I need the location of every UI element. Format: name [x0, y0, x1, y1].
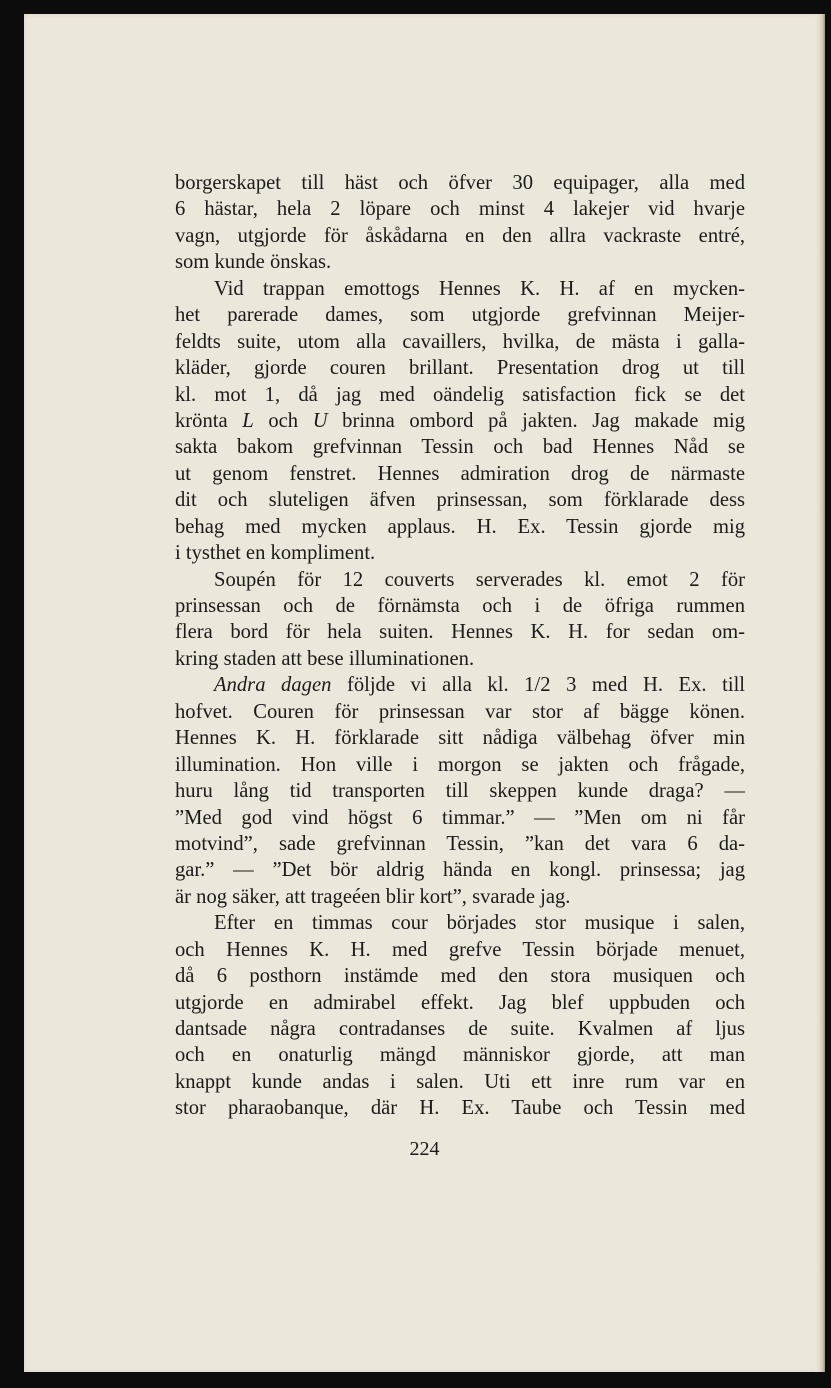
text-line: prinsessan och de förnämsta och i de öfriga rummen: [175, 595, 745, 617]
text-line: huru lång tid transporten till skeppen kunde draga? —: [175, 780, 745, 803]
text-line: kl. mot 1, då jag med oändelig satisfaction fick se det: [175, 383, 745, 406]
text-line: [175, 408, 745, 434]
text-line: är nog säker, att trageéen blir kort”, svarade jag.: [175, 885, 571, 908]
text-line: illumination. Hon ville i morgon se jakten och frågade,: [175, 753, 745, 776]
text-line: feldts suite, utom alla cavaillers, hvilka, de mästa i galla-: [175, 330, 745, 353]
text-line: hofvet. Couren för prinsessan var stor af bägge könen.: [175, 700, 745, 723]
text-line: dit och sluteligen äfven prinsessan, som förklarade dess: [175, 489, 745, 512]
text-line: flera bord för hela suiten. Hennes K. H. for sedan om-: [175, 621, 745, 644]
text-run: brinna ombord på jakten. Jag makade mig: [327, 409, 746, 432]
book-page: [24, 14, 825, 1372]
text-run: och: [253, 409, 313, 432]
page-edge: [815, 14, 825, 1372]
text-line: sakta bakom grefvinnan Tessin och bad Hennes Nåd se: [175, 436, 745, 459]
text-run: 3 med H. Ex. till: [550, 674, 746, 697]
text-line: gar.” — ”Det bör aldrig hända en kongl. prinsessa; jag: [175, 859, 745, 882]
text-line: kläder, gjorde couren brillant. Presentation drog ut till: [175, 357, 745, 380]
italic-text: U: [312, 409, 328, 432]
page-number: 224: [409, 1138, 440, 1160]
text-line: Hennes K. H. förklarade sitt nådiga välbehag öfver min: [175, 727, 745, 750]
text-line: som kunde önskas.: [175, 251, 332, 274]
text-line: het parerade dames, som utgjorde grefvinnan Meijer-: [175, 304, 745, 327]
text-line: behag med mycken applaus. H. Ex. Tessin gjorde mig: [175, 515, 745, 538]
text-line: motvind”, sade grefvinnan Tessin, ”kan det vara 6 da-: [175, 832, 745, 855]
text-line: och en onaturlig mängd människor gjorde, att man: [175, 1044, 745, 1067]
italic-text: L: [242, 409, 254, 432]
text-line: ut genom fenstret. Hennes admiration drog de närmaste: [175, 462, 745, 485]
body-text: [175, 170, 745, 1122]
text-line: då 6 posthorn instämde med den stora musiquen och: [175, 965, 745, 988]
text-line: kring staden att bese illuminationen.: [175, 647, 475, 670]
text-line: vagn, utgjorde för åskådarna en den allra vackraste entré,: [175, 224, 745, 247]
italic-text: Andra dagen: [214, 674, 332, 697]
text-run: krönta: [175, 409, 243, 432]
fraction: 1/2: [524, 674, 551, 697]
text-run: följde vi alla kl.: [331, 674, 525, 697]
text-line: [175, 672, 745, 698]
text-line: ”Med god vind högst 6 timmar.” — ”Men om ni får: [175, 806, 745, 829]
text-line: borgerskapet till häst och öfver 30 equipager, alla med: [175, 172, 745, 194]
text-line: Efter en timmas cour börjades stor musique i salen,: [214, 912, 745, 935]
text-line: knappt kunde andas i salen. Uti ett inre rum var en: [175, 1070, 745, 1093]
text-line: och Hennes K. H. med grefve Tessin började menuet,: [175, 938, 745, 961]
text-line: Vid trappan emottogs Hennes K. H. af en mycken-: [214, 277, 745, 300]
text-line: Soupén för 12 couverts serverades kl. emot 2 för: [214, 568, 745, 591]
text-line: 6 hästar, hela 2 löpare och minst 4 lakejer vid hvarje: [175, 198, 745, 221]
text-line: i tysthet en kompliment.: [175, 542, 376, 565]
text-line: stor pharaobanque, där H. Ex. Taube och Tessin med: [175, 1097, 745, 1120]
text-line: utgjorde en admirabel effekt. Jag blef uppbuden och: [175, 991, 745, 1014]
text-line: dantsade några contradanses de suite. Kvalmen af ljus: [175, 1018, 745, 1040]
